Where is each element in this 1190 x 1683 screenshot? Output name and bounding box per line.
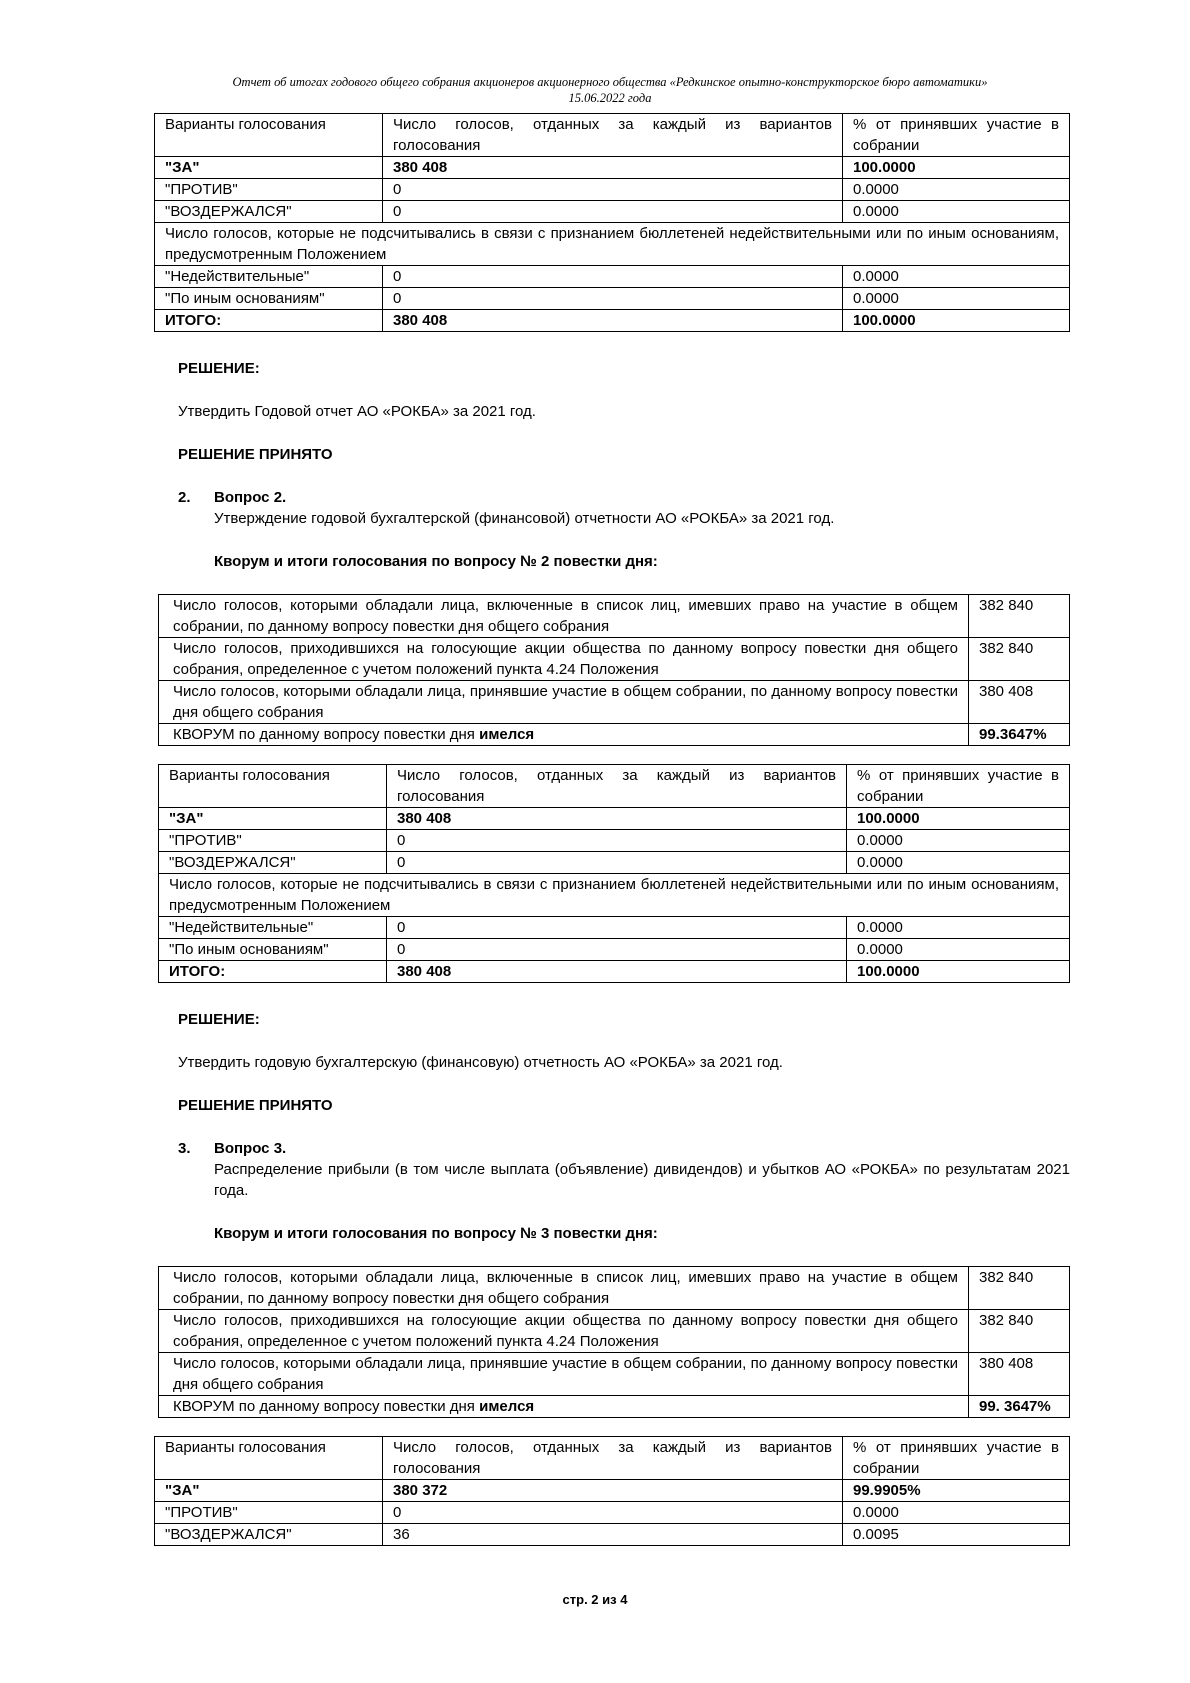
q1-vote-results-table bbox=[154, 113, 1070, 332]
votes-cell: 380 408 bbox=[387, 961, 847, 983]
pct-cell: 0.0000 bbox=[843, 1502, 1070, 1524]
pct-cell: 0.0000 bbox=[843, 179, 1070, 201]
q2-quorum-table bbox=[158, 594, 1070, 746]
table-row bbox=[159, 724, 1070, 746]
q3-vote-results-table bbox=[154, 1436, 1070, 1546]
option-label: "ПРОТИВ" bbox=[159, 830, 387, 852]
option-label: "ВОЗДЕРЖАЛСЯ" bbox=[159, 852, 387, 874]
header-cell: Варианты голосования bbox=[159, 765, 387, 808]
votes-cell: 36 bbox=[383, 1524, 843, 1546]
option-label: ИТОГО: bbox=[159, 961, 387, 983]
quorum-value: 382 840 bbox=[969, 638, 1070, 681]
option-label: "ЗА" bbox=[159, 808, 387, 830]
quorum-label: Число голосов, которыми обладали лица, принявшие участие в общем собрании, по данному вопросу повестки дня общего собрания bbox=[159, 681, 969, 724]
header-title: Отчет об итогах годового общего собрания акционеров акционерного общества «Редкинское опытно-конструкторское бюро автоматики» bbox=[232, 75, 988, 89]
votes-cell: 0 bbox=[383, 1502, 843, 1524]
table-row bbox=[159, 1353, 1070, 1396]
page-content bbox=[158, 113, 1070, 1546]
table-row bbox=[159, 1396, 1070, 1418]
votes-cell: 0 bbox=[383, 288, 843, 310]
votes-cell: 380 408 bbox=[383, 157, 843, 179]
pct-cell: 100.0000 bbox=[843, 157, 1070, 179]
table-row bbox=[159, 874, 1070, 917]
page-header bbox=[150, 74, 1070, 106]
quorum-label: Число голосов, которыми обладали лица, принявшие участие в общем собрании, по данному вопросу повестки дня общего собрания bbox=[159, 1353, 969, 1396]
decision-heading: РЕШЕНИЕ: bbox=[178, 360, 260, 377]
question-number: 3. bbox=[178, 1140, 191, 1157]
q2-vote-results-table bbox=[158, 764, 1070, 983]
quorum-label: Число голосов, которыми обладали лица, включенные в список лиц, имевших право на участие в общем собрании, по данному вопросу повестки дня общего собрания bbox=[159, 1267, 969, 1310]
table-row bbox=[159, 939, 1070, 961]
header-cell: % от принявших участие в собрании bbox=[843, 1437, 1070, 1480]
question-title: Вопрос 2. bbox=[214, 489, 287, 506]
question-number: 2. bbox=[178, 489, 191, 506]
votes-cell: 0 bbox=[387, 852, 847, 874]
quorum-value: 380 408 bbox=[969, 1353, 1070, 1396]
votes-cell: 0 bbox=[387, 939, 847, 961]
option-label: "ЗА" bbox=[155, 1480, 383, 1502]
quorum-label: Число голосов, приходившихся на голосующие акции общества по данному вопросу повестки дня общего собрания, определенное с учетом положений пункта 4.24 Положения bbox=[159, 638, 969, 681]
table-row bbox=[159, 830, 1070, 852]
decision-accepted: РЕШЕНИЕ ПРИНЯТО bbox=[178, 1097, 333, 1114]
pct-cell: 0.0000 bbox=[843, 288, 1070, 310]
quorum-value: 382 840 bbox=[969, 1267, 1070, 1310]
header-cell: Число голосов, отданных за каждый из вариантов голосования bbox=[387, 765, 847, 808]
q3-quorum-table bbox=[158, 1266, 1070, 1418]
not-counted-label: Число голосов, которые не подсчитывались в связи с признанием бюллетеней недействительными или по иным основаниям, предусмотренным Положением bbox=[159, 874, 1070, 917]
table-row bbox=[159, 681, 1070, 724]
table-row bbox=[155, 288, 1070, 310]
decision-accepted: РЕШЕНИЕ ПРИНЯТО bbox=[178, 446, 333, 463]
table-row bbox=[155, 1524, 1070, 1546]
table-header-row bbox=[159, 765, 1070, 808]
pct-cell: 100.0000 bbox=[847, 961, 1070, 983]
quorum-pct: 99.3647% bbox=[969, 724, 1070, 746]
table-row bbox=[159, 1310, 1070, 1353]
votes-cell: 0 bbox=[383, 266, 843, 288]
votes-cell: 0 bbox=[383, 201, 843, 223]
table-row bbox=[155, 179, 1070, 201]
question-3-text: Распределение прибыли (в том числе выплата (объявление) дивидендов) и убытков АО «РОКБА» по результатам 2021 года. bbox=[214, 1161, 1070, 1199]
table-row bbox=[159, 917, 1070, 939]
table-row bbox=[159, 638, 1070, 681]
table-row bbox=[155, 201, 1070, 223]
quorum-status bbox=[159, 1396, 969, 1418]
option-label: ИТОГО: bbox=[155, 310, 383, 332]
decision-text: Утвердить годовую бухгалтерскую (финансовую) отчетность АО «РОКБА» за 2021 год. bbox=[178, 1054, 783, 1071]
votes-cell: 380 372 bbox=[383, 1480, 843, 1502]
votes-cell: 380 408 bbox=[383, 310, 843, 332]
table-row bbox=[155, 157, 1070, 179]
votes-cell: 0 bbox=[387, 917, 847, 939]
page-number: стр. 2 из 4 bbox=[562, 1592, 628, 1607]
pct-cell: 0.0000 bbox=[847, 917, 1070, 939]
table-row bbox=[155, 1502, 1070, 1524]
table-row bbox=[155, 1480, 1070, 1502]
header-cell: Варианты голосования bbox=[155, 1437, 383, 1480]
table-header-row bbox=[155, 114, 1070, 157]
quorum-value: 380 408 bbox=[969, 681, 1070, 724]
table-row-total bbox=[155, 310, 1070, 332]
question-2-heading bbox=[158, 487, 1070, 508]
option-label: "ПРОТИВ" bbox=[155, 179, 383, 201]
header-cell: Число голосов, отданных за каждый из вариантов голосования bbox=[383, 114, 843, 157]
quorum-status bbox=[159, 724, 969, 746]
table-row bbox=[159, 595, 1070, 638]
option-label: "ВОЗДЕРЖАЛСЯ" bbox=[155, 1524, 383, 1546]
quorum-label: Число голосов, которыми обладали лица, включенные в список лиц, имевших право на участие в общем собрании, по данному вопросу повестки дня общего собрания bbox=[159, 595, 969, 638]
option-label: "ЗА" bbox=[155, 157, 383, 179]
header-cell: Число голосов, отданных за каждый из вариантов голосования bbox=[383, 1437, 843, 1480]
quorum-status-bold: имелся bbox=[479, 726, 535, 743]
table-row bbox=[159, 1267, 1070, 1310]
pct-cell: 99.9905% bbox=[843, 1480, 1070, 1502]
not-counted-label: Число голосов, которые не подсчитывались в связи с признанием бюллетеней недействительными или по иным основаниям, предусмотренным Положением bbox=[155, 223, 1070, 266]
pct-cell: 100.0000 bbox=[843, 310, 1070, 332]
quorum-status-prefix: КВОРУМ по данному вопросу повестки дня bbox=[173, 726, 480, 743]
quorum-status-bold: имелся bbox=[479, 1398, 535, 1415]
pct-cell: 0.0000 bbox=[847, 939, 1070, 961]
header-cell: % от принявших участие в собрании bbox=[847, 765, 1070, 808]
pct-cell: 0.0000 bbox=[847, 852, 1070, 874]
table-row-total bbox=[159, 961, 1070, 983]
pct-cell: 0.0095 bbox=[843, 1524, 1070, 1546]
pct-cell: 0.0000 bbox=[843, 201, 1070, 223]
table-row bbox=[159, 808, 1070, 830]
quorum-value: 382 840 bbox=[969, 1310, 1070, 1353]
votes-cell: 380 408 bbox=[387, 808, 847, 830]
option-label: "ВОЗДЕРЖАЛСЯ" bbox=[155, 201, 383, 223]
option-label: "Недействительные" bbox=[155, 266, 383, 288]
decision-heading: РЕШЕНИЕ: bbox=[178, 1011, 260, 1028]
pct-cell: 0.0000 bbox=[843, 266, 1070, 288]
decision-text: Утвердить Годовой отчет АО «РОКБА» за 2021 год. bbox=[178, 403, 536, 420]
table-header-row bbox=[155, 1437, 1070, 1480]
votes-cell: 0 bbox=[383, 179, 843, 201]
pct-cell: 100.0000 bbox=[847, 808, 1070, 830]
quorum-value: 382 840 bbox=[969, 595, 1070, 638]
quorum-title: Кворум и итоги голосования по вопросу № 3 повестки дня: bbox=[214, 1225, 658, 1242]
pct-cell: 0.0000 bbox=[847, 830, 1070, 852]
table-row bbox=[159, 852, 1070, 874]
option-label: "ПРОТИВ" bbox=[155, 1502, 383, 1524]
header-date: 15.06.2022 года bbox=[568, 91, 652, 105]
option-label: "Недействительные" bbox=[159, 917, 387, 939]
quorum-status-prefix: КВОРУМ по данному вопросу повестки дня bbox=[173, 1398, 480, 1415]
quorum-title: Кворум и итоги голосования по вопросу № 2 повестки дня: bbox=[214, 553, 658, 570]
votes-cell: 0 bbox=[387, 830, 847, 852]
question-3-heading bbox=[158, 1138, 1070, 1159]
quorum-pct: 99. 3647% bbox=[969, 1396, 1070, 1418]
table-row bbox=[155, 223, 1070, 266]
header-cell: Варианты голосования bbox=[155, 114, 383, 157]
question-2-text: Утверждение годовой бухгалтерской (финансовой) отчетности АО «РОКБА» за 2021 год. bbox=[214, 510, 835, 527]
option-label: "По иным основаниям" bbox=[155, 288, 383, 310]
option-label: "По иным основаниям" bbox=[159, 939, 387, 961]
quorum-label: Число голосов, приходившихся на голосующие акции общества по данному вопросу повестки дня общего собрания, определенное с учетом положений пункта 4.24 Положения bbox=[159, 1310, 969, 1353]
question-title: Вопрос 3. bbox=[214, 1140, 287, 1157]
table-row bbox=[155, 266, 1070, 288]
header-cell: % от принявших участие в собрании bbox=[843, 114, 1070, 157]
